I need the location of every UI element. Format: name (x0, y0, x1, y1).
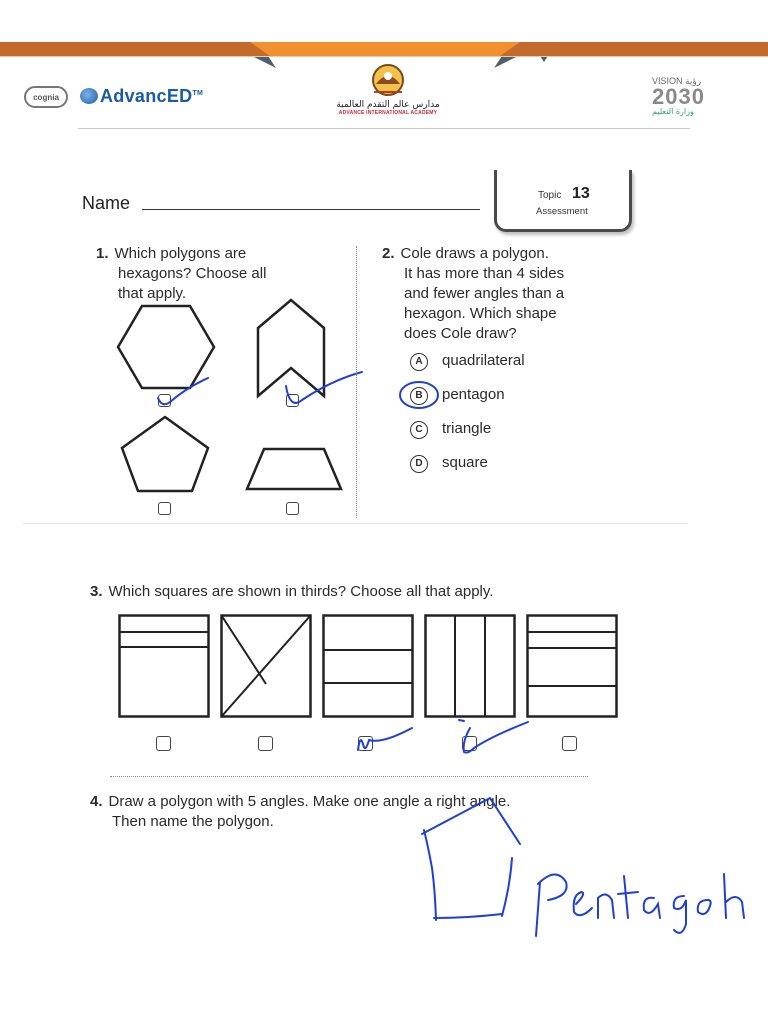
question-3-text: Which squares are shown in thirds? Choose all that apply. (108, 583, 494, 600)
question-1-line: hexagons? Choose all (118, 265, 267, 282)
pentagon-icon (120, 414, 210, 494)
letter-c-bubble[interactable]: C (410, 421, 428, 439)
vertical-thirds-square-icon (424, 614, 516, 718)
advanced-logo-text: AdvancED (100, 86, 193, 106)
academy-emblem-icon (368, 62, 408, 98)
ministry-label: وزارة التعليم (652, 107, 694, 116)
question-2-line: Cole draws a polygon. (400, 245, 549, 262)
question-divider-dotted (110, 776, 588, 777)
letter-d-bubble[interactable]: D (410, 455, 428, 473)
q3-checkbox-2[interactable] (258, 736, 273, 751)
choice-text: square (442, 454, 488, 471)
name-input-line[interactable] (142, 209, 480, 210)
question-2-line: It has more than 4 sides (404, 265, 565, 282)
topic-subtitle: Assessment (536, 206, 588, 217)
question-4-line: Then name the polygon. (112, 813, 274, 830)
q3-check-mark-3 (352, 722, 422, 762)
header-divider (78, 128, 690, 129)
question-2 (382, 244, 632, 344)
handwritten-answer-pentagon (526, 862, 766, 942)
section-divider (22, 523, 688, 524)
advanced-tm: TM (192, 90, 204, 97)
handwritten-pentagon-drawing (408, 786, 538, 916)
topic-tab (494, 170, 632, 232)
question-2-number: 2. (382, 245, 395, 262)
question-1 (96, 244, 336, 304)
academy-name-ar: مدارس عالم التقدم العالمية (336, 100, 440, 110)
topic-number: 13 (572, 185, 590, 202)
cognia-logo: cognia (24, 86, 68, 108)
q1-check-mark-hexagon (156, 374, 216, 414)
choice-text: quadrilateral (442, 352, 525, 369)
q1-checkbox-pentagon[interactable] (158, 502, 171, 515)
letter-b-bubble[interactable]: B (410, 387, 428, 405)
q2-choice-a[interactable] (410, 352, 525, 371)
unequal-horizontal-parts-square-icon (526, 614, 618, 718)
question-2-line: and fewer angles than a (404, 285, 565, 302)
q2-answer-circle (398, 378, 444, 412)
globe-icon (80, 88, 98, 104)
vision-year: 2030 (652, 84, 705, 109)
choice-text: triangle (442, 420, 492, 437)
question-4 (90, 792, 690, 832)
academy-logo (318, 62, 458, 116)
vision-label: VISION رؤية (652, 76, 702, 86)
q2-choice-c[interactable] (410, 420, 491, 439)
vision-2030-logo (652, 76, 742, 116)
trapezoid-icon (244, 446, 344, 492)
question-1-line: that apply. (118, 285, 187, 302)
question-3 (90, 582, 690, 602)
two-parts-square-icon (118, 614, 210, 718)
question-2-line: does Cole draw? (404, 325, 517, 342)
q1-checkbox-trapezoid[interactable] (286, 502, 299, 515)
question-3-number: 3. (90, 583, 103, 600)
question-divider (356, 246, 357, 518)
choice-text: pentagon (442, 386, 505, 403)
question-1-line: Which polygons are (114, 245, 247, 262)
q1-check-mark-chevron (282, 366, 372, 416)
question-1-number: 1. (96, 245, 109, 262)
name-label: Name (82, 193, 131, 213)
q2-choice-d[interactable] (410, 454, 488, 473)
advanced-logo (80, 86, 203, 107)
q3-checkbox-5[interactable] (562, 736, 577, 751)
letter-a-bubble[interactable]: A (410, 353, 428, 371)
q3-check-mark-4 (456, 716, 536, 760)
question-4-line: Draw a polygon with 5 angles. Make one angle a right angle. (108, 793, 511, 810)
question-4-number: 4. (90, 793, 103, 810)
diagonal-parts-square-icon (220, 614, 312, 718)
topic-label: Topic (538, 190, 562, 201)
q3-checkbox-1[interactable] (156, 736, 171, 751)
horizontal-thirds-square-icon (322, 614, 414, 718)
academy-name-en: ADVANCE INTERNATIONAL ACADEMY (338, 110, 438, 116)
question-2-line: hexagon. Which shape (404, 305, 557, 322)
